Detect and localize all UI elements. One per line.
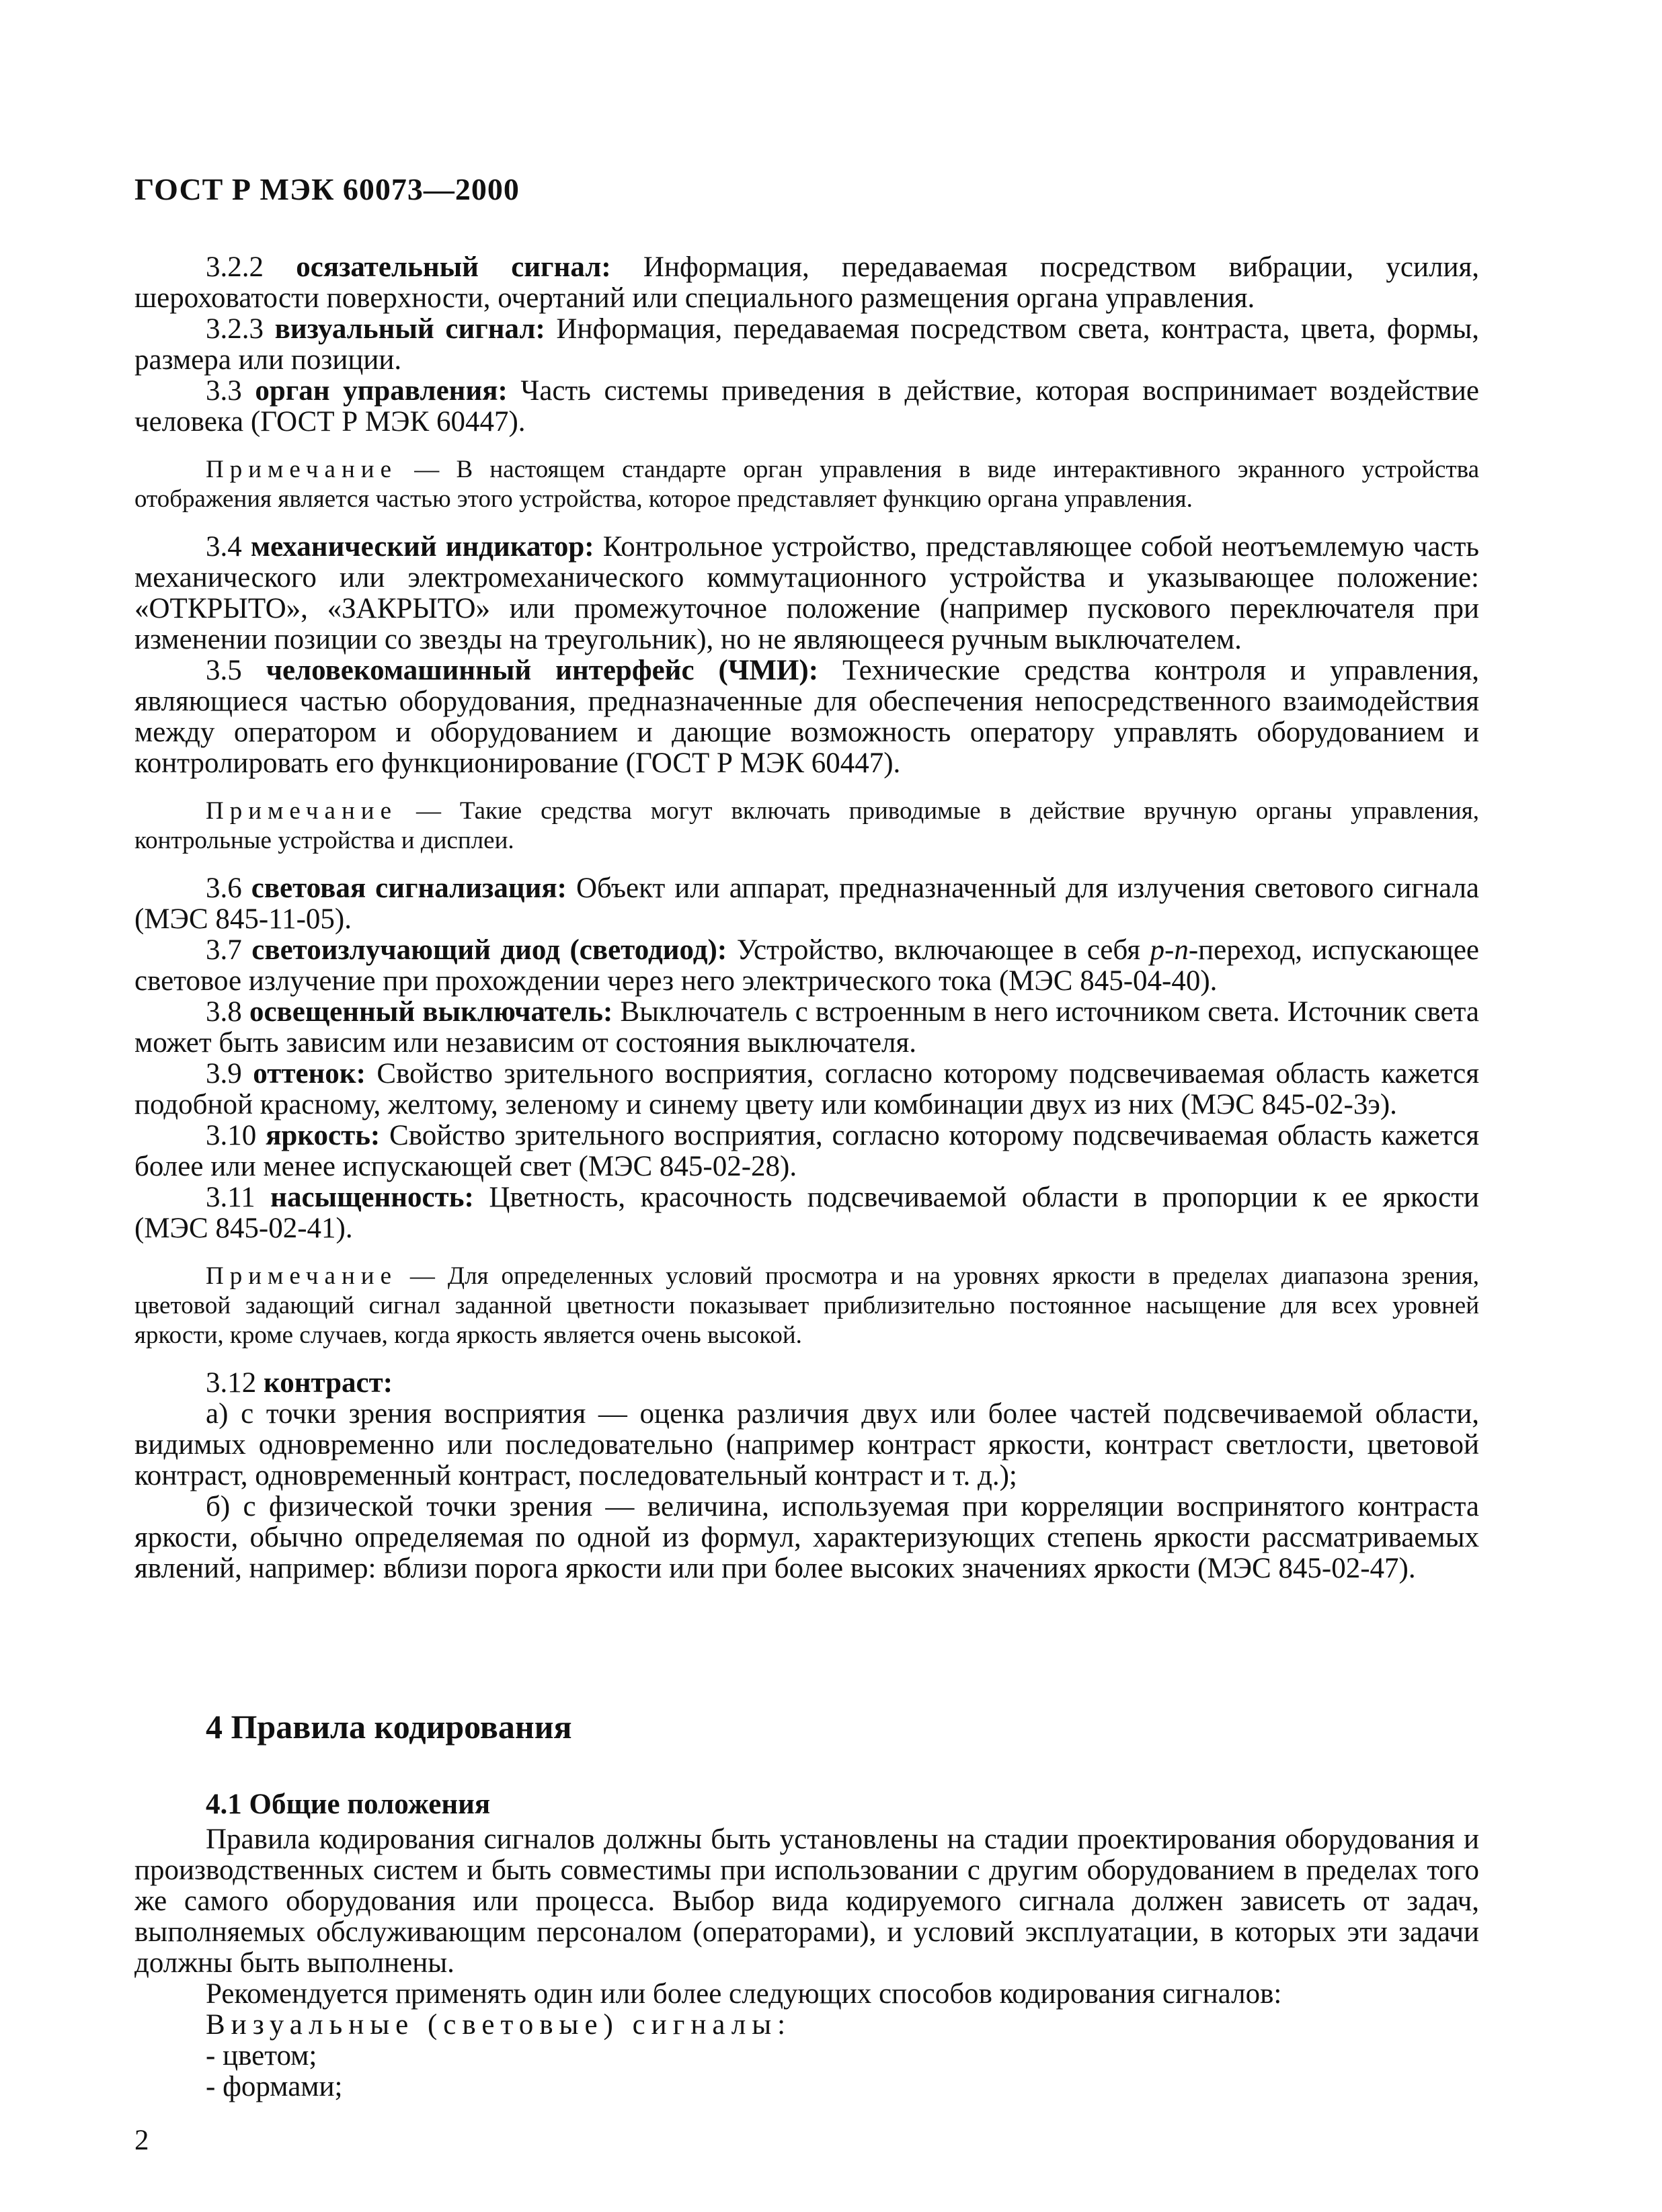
clause-3-2-3 (134, 314, 1479, 376)
term: яркость: (266, 1120, 381, 1151)
pn-junction-italic: p-n (1150, 934, 1189, 966)
definition-text: Технические средства контроля и управления, являющиеся частью оборудования, предназначенные для обеспечения непосредственного взаимодействия между оператором и оборудованием и дающие возможность оператору управлять оборудованием и контролировать его функционирование (ГОСТ Р МЭК 60447). (134, 655, 1479, 779)
clause-number: 3.6 (206, 872, 242, 904)
definition-text: Свойство зрительного восприятия, согласно которому подсвечиваемая область кажется более или менее испускающей свет (МЭС 845-02-28). (134, 1120, 1480, 1182)
clause-number: 3.4 (206, 531, 242, 563)
term: человекомашинный интерфейс (ЧМИ): (266, 655, 819, 686)
clause-3-12-a: а) с точки зрения восприятия — оценка различия двух или более частей подсвечиваемой области, видимых одновременно или последовательно (например контраст яркости, контраст светлости, цветовой контраст, одновременный контраст, последовательный контраст и т. д.); (134, 1398, 1479, 1491)
term: визуальный сигнал: (274, 313, 545, 345)
clause-3-3 (134, 376, 1479, 438)
clause-number: 3.9 (206, 1058, 242, 1090)
clause-number: 3.7 (206, 934, 242, 966)
list-item: - цветом; (206, 2040, 317, 2072)
note-text: — В настоящем стандарте орган управления в виде интерактивного экранного устройства отображения является частью этого устройства, которое представляет функцию органа управления. (134, 456, 1479, 513)
page-number: 2 (134, 2125, 149, 2156)
definition-text: Информация, передаваемая посредством вибрации, усилия, шероховатости поверхности, очертаний или специального размещения органа управления. (134, 251, 1479, 314)
definition-text: Часть системы приведения в действие, которая воспринимает воздействие человека (ГОСТ Р МЭК 60447). (134, 375, 1480, 438)
note-1 (134, 455, 1479, 514)
clause-number: 3.10 (206, 1120, 257, 1151)
definition-text: Контрольное устройство, представляющее собой неотъемлемую часть механического или электромеханического коммутационного устройства и указывающее положение: «ОТКРЫТО», «ЗАКРЫТО» или промежуточное положение (например пускового переключателя при изменении позиции со звезды на треугольник), но не являющееся ручным выключателем. (134, 531, 1479, 655)
clause-3-9 (134, 1059, 1479, 1120)
section-4-title: 4 Правила кодирования (206, 1708, 572, 1746)
clause-3-4 (134, 532, 1479, 655)
definition-text: Объект или аппарат, предназначенный для излучения светового сигнала (МЭС 845-11-05). (134, 872, 1479, 935)
definition-text: -переход, испускающее световое излучение при прохождении через него электрического тока (МЭС 845-04-40). (134, 934, 1479, 997)
note-text: — Для определенных условий просмотра и на уровнях яркости в пределах диапазона зрения, цветовой задающий сигнал заданной цветности показывает приблизительно постоянное насыщение для всех уровней яркости, кроме случаев, когда яркость является очень высокой. (134, 1262, 1479, 1349)
clause-3-12-b: б) с физической точки зрения — величина, используемая при корреляции воспринятого контраста яркости, обычно определяемая по одной из формул, характеризующих степень яркости рассматриваемых явлений, например: вблизи порога яркости или при более высоких значениях яркости (МЭС 845-02-47). (134, 1491, 1479, 1584)
document-header: ГОСТ Р МЭК 60073—2000 (134, 172, 520, 206)
clause-3-11 (134, 1182, 1479, 1244)
clause-number: 3.12 (206, 1367, 257, 1399)
clause-number: 3.3 (206, 375, 242, 407)
term: световая сигнализация: (251, 872, 567, 904)
section-4-1-title: 4.1 Общие положения (206, 1789, 491, 1820)
clause-3-2-2 (134, 252, 1479, 314)
clause-3-10 (134, 1120, 1479, 1182)
note-3 (134, 1262, 1479, 1350)
clause-3-5 (134, 655, 1479, 779)
note-2 (134, 796, 1479, 856)
term: контраст: (264, 1367, 393, 1399)
clause-3-7 (134, 935, 1479, 997)
clause-number: 3.2.2 (206, 251, 264, 283)
term: механический индикатор: (250, 531, 594, 563)
clause-3-8 (134, 997, 1479, 1059)
note-label: Примечание (206, 1262, 397, 1290)
term: оттенок: (253, 1058, 366, 1090)
visual-signals-heading: Визуальные (световые) сигналы: (206, 2009, 792, 2041)
term: насыщенность: (270, 1182, 474, 1213)
clause-3-6 (134, 873, 1479, 935)
clause-3-12 (134, 1368, 1479, 1399)
clause-number: 3.8 (206, 996, 242, 1028)
clause-number: 3.11 (206, 1182, 255, 1213)
definition-text: Свойство зрительного восприятия, согласно которому подсвечиваемая область кажется подобной красному, желтому, зеленому и синему цвету или комбинации двух из них (МЭС 845-02-3э). (134, 1058, 1480, 1120)
definition-text: Цветность, красочность подсвечиваемой области в пропорции к ее яркости (МЭС 845-02-41). (134, 1182, 1480, 1244)
note-label: Примечание (206, 797, 397, 825)
definition-text: Информация, передаваемая посредством света, контраста, цвета, формы, размера или позиции. (134, 313, 1479, 376)
section-4-1-paragraph-2: Рекомендуется применять один или более следующих способов кодирования сигналов: (206, 1978, 1282, 2010)
term: осязательный сигнал: (296, 251, 611, 283)
definitions-block (134, 252, 1479, 1584)
term: светоизлучающий диод (светодиод): (251, 934, 727, 966)
section-4-body (134, 1824, 1479, 2102)
definition-text: Устройство, включающее в себя (727, 934, 1150, 966)
list-item: - формами; (206, 2071, 343, 2102)
clause-number: 3.5 (206, 655, 242, 686)
section-4-1-paragraph-1: Правила кодирования сигналов должны быть установлены на стадии проектирования оборудования и производственных систем и быть совместимы при использовании с другим оборудованием в пределах того же самого оборудования или процесса. Выбор вида кодируемого сигнала должен зависеть от задач, выполняемых обслуживающим персоналом (операторами), и условий эксплуатации, в которых эти задачи должны быть выполнены. (134, 1824, 1479, 1979)
clause-number: 3.2.3 (206, 313, 264, 345)
note-text: — Такие средства могут включать приводимые в действие вручную органы управления, контрольные устройства и дисплеи. (134, 797, 1479, 854)
term: освещенный выключатель: (249, 996, 613, 1028)
definition-text: Выключатель с встроенным в него источником света. Источник света может быть зависим или независим от состояния выключателя. (134, 996, 1479, 1059)
term: орган управления: (255, 375, 508, 407)
note-label: Примечание (206, 456, 397, 483)
